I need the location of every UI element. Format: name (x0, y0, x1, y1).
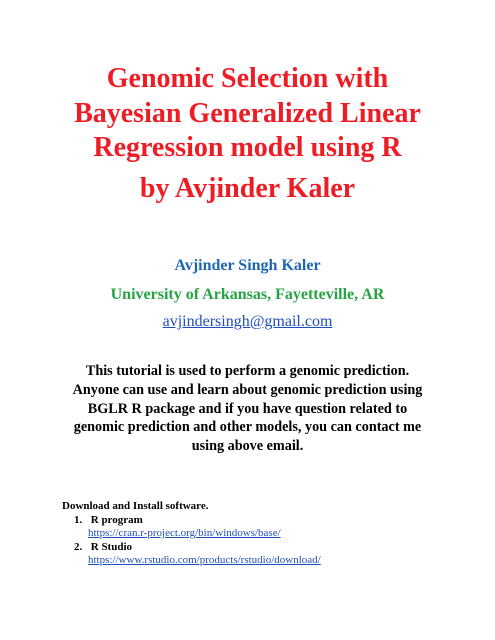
software-url-line (62, 527, 462, 541)
intro-line: BGLR R package and if you have question related to (87, 400, 408, 417)
intro-line: using above email. (191, 438, 304, 455)
software-section (62, 500, 462, 568)
title-line-1: Genomic Selection with (106, 63, 389, 94)
intro-line: Anyone can use and learn about genomic prediction using (72, 381, 423, 398)
list-number: 2. (74, 540, 83, 553)
intro-paragraph (50, 362, 445, 456)
software-item-title (62, 514, 462, 528)
software-heading: Download and Install software. (62, 500, 209, 512)
software-url-line (62, 554, 462, 568)
software-name: R Studio (90, 540, 133, 553)
software-list-item (62, 541, 462, 568)
title-line-2: Bayesian Generalized Linear (74, 97, 421, 129)
rstudio-link[interactable]: https://www.rstudio.com/products/rstudio/download/ (88, 554, 321, 566)
author-name: Avjinder Singh Kaler (174, 257, 321, 274)
author-email (0, 313, 495, 331)
software-name: R program (90, 513, 143, 526)
intro-line: genomic prediction and other models, you can contact me (73, 419, 422, 436)
document-title (0, 62, 495, 206)
title-byline: by Avjinder Kaler (139, 172, 356, 204)
software-item-title (62, 541, 462, 555)
email-link[interactable]: avjindersingh@gmail.com (162, 313, 333, 330)
intro-line: This tutorial is used to perform a genomic prediction. (85, 363, 410, 379)
title-line-3: Regression model using R (93, 132, 402, 163)
r-program-link[interactable]: https://cran.r-project.org/bin/windows/base/ (88, 527, 281, 539)
list-number: 1. (74, 513, 83, 526)
author-affiliation: University of Arkansas, Fayetteville, AR (110, 286, 385, 303)
software-list-item (62, 514, 462, 541)
